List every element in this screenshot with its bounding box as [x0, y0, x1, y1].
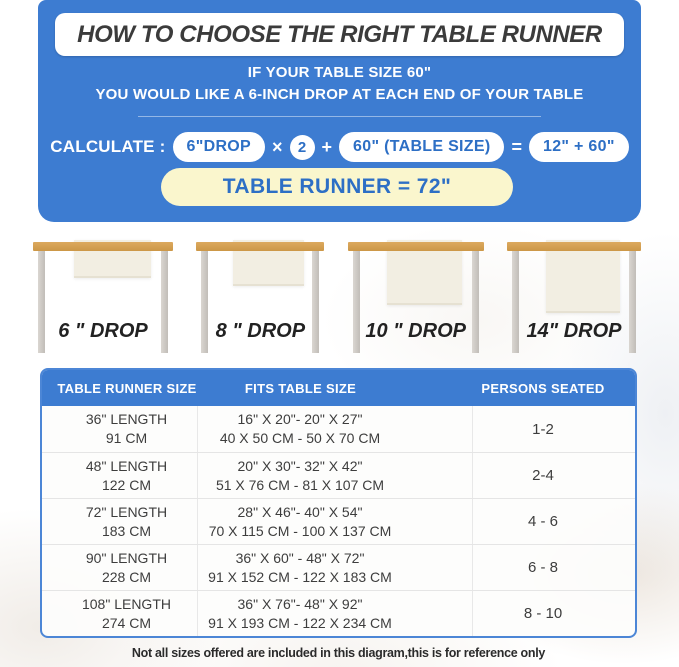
table-row: [42, 498, 635, 544]
length-inches: 48" LENGTH: [85, 457, 168, 474]
page-title: HOW TO CHOOSE THE RIGHT TABLE RUNNER: [77, 20, 602, 48]
persons-cell: 1-2: [532, 420, 554, 438]
intro-line-2: YOU WOULD LIKE A 6-INCH DROP AT EACH END OF YOUR TABLE: [95, 86, 584, 103]
length-cm: 183 CM: [101, 522, 152, 539]
table-size-pill: 60" (TABLE SIZE): [339, 132, 504, 162]
equals-sign: =: [511, 136, 522, 157]
table-row: [42, 406, 635, 452]
tabletop-illustration: [507, 242, 641, 251]
result-pill: TABLE RUNNER = 72": [161, 168, 513, 206]
length-cm: 228 CM: [101, 568, 152, 585]
tabletop-illustration: [348, 242, 484, 251]
runner-size-cell: [42, 406, 198, 452]
fits-table-cell: [198, 545, 473, 590]
length-inches: 72" LENGTH: [85, 503, 168, 520]
intro-line-1: IF YOUR TABLE SIZE 60": [247, 64, 432, 81]
length-cm: 274 CM: [101, 614, 152, 631]
title-banner: [55, 13, 624, 56]
runner-size-cell: [42, 499, 198, 544]
drop-label: 8 " DROP: [215, 320, 306, 342]
sum-pill: 12" + 60": [529, 132, 629, 162]
table-figure: [348, 238, 484, 366]
fits-inches: 28" X 46"- 40" X 54": [237, 503, 363, 520]
fits-inches: 36" X 60" - 48" X 72": [235, 549, 365, 566]
fits-cm: 70 X 115 CM - 100 X 137 CM: [208, 522, 392, 539]
runner-size-cell: [42, 545, 198, 590]
header-panel: [38, 0, 641, 222]
table-figure: [507, 238, 641, 366]
calculate-label: CALCULATE :: [50, 137, 166, 156]
fits-cm: 91 X 152 CM - 122 X 183 CM: [208, 568, 392, 585]
table-row: [42, 590, 635, 636]
persons-cell: 8 - 10: [523, 605, 563, 622]
persons-cell: 6 - 8: [527, 559, 558, 576]
length-inches: 36" LENGTH: [85, 411, 168, 427]
drop-pill: 6"DROP: [173, 132, 266, 162]
drop-label: 10 " DROP: [365, 320, 466, 342]
table-figure: [196, 238, 324, 366]
multiplier-badge: 2: [290, 135, 315, 160]
calculation-row: [44, 131, 635, 163]
fits-table-cell: [198, 591, 473, 636]
divider: [138, 116, 541, 117]
plus-sign: +: [321, 136, 333, 157]
disclaimer-note: Not all sizes offered are included in this diagram,this is for reference only: [131, 646, 546, 660]
fits-inches: 20" X 30"- 32" X 42": [237, 457, 363, 474]
fits-table-cell: [198, 499, 473, 544]
runner-size-cell: [42, 591, 198, 636]
tabletop-illustration: [196, 242, 324, 251]
fits-cm: 91 X 193 CM - 122 X 234 CM: [208, 614, 392, 631]
fits-cm: 40 X 50 CM - 50 X 70 CM: [219, 430, 381, 446]
length-cm: 91 CM: [105, 430, 148, 446]
persons-cell: 4 - 6: [527, 513, 558, 530]
column-header-fits-table-size: FITS TABLE SIZE: [244, 380, 357, 396]
times-sign: ×: [272, 136, 283, 157]
column-header-persons-seated: PERSONS SEATED: [481, 380, 605, 396]
fits-table-cell: [198, 453, 473, 498]
table-row: [42, 544, 635, 590]
persons-cell: 2-4: [532, 467, 554, 484]
runner-size-cell: [42, 453, 198, 498]
table-header-row: [42, 370, 635, 406]
fits-inches: 16" X 20"- 20" X 27": [237, 411, 363, 427]
length-inches: 90" LENGTH: [85, 549, 168, 566]
fits-table-cell: [198, 406, 473, 452]
size-reference-table: [40, 368, 637, 638]
table-figure: [33, 238, 173, 366]
fits-cm: 51 X 76 CM - 81 X 107 CM: [215, 476, 385, 493]
table-row: [42, 452, 635, 498]
length-inches: 108" LENGTH: [81, 595, 171, 612]
fits-inches: 36" X 76"- 48" X 92": [237, 595, 363, 612]
column-header-runner-size: TABLE RUNNER SIZE: [57, 380, 197, 396]
tabletop-illustration: [33, 242, 173, 251]
drop-diagram: [33, 238, 641, 366]
drop-label: 14" DROP: [526, 320, 622, 342]
drop-label: 6 " DROP: [58, 320, 148, 342]
length-cm: 122 CM: [101, 476, 152, 493]
